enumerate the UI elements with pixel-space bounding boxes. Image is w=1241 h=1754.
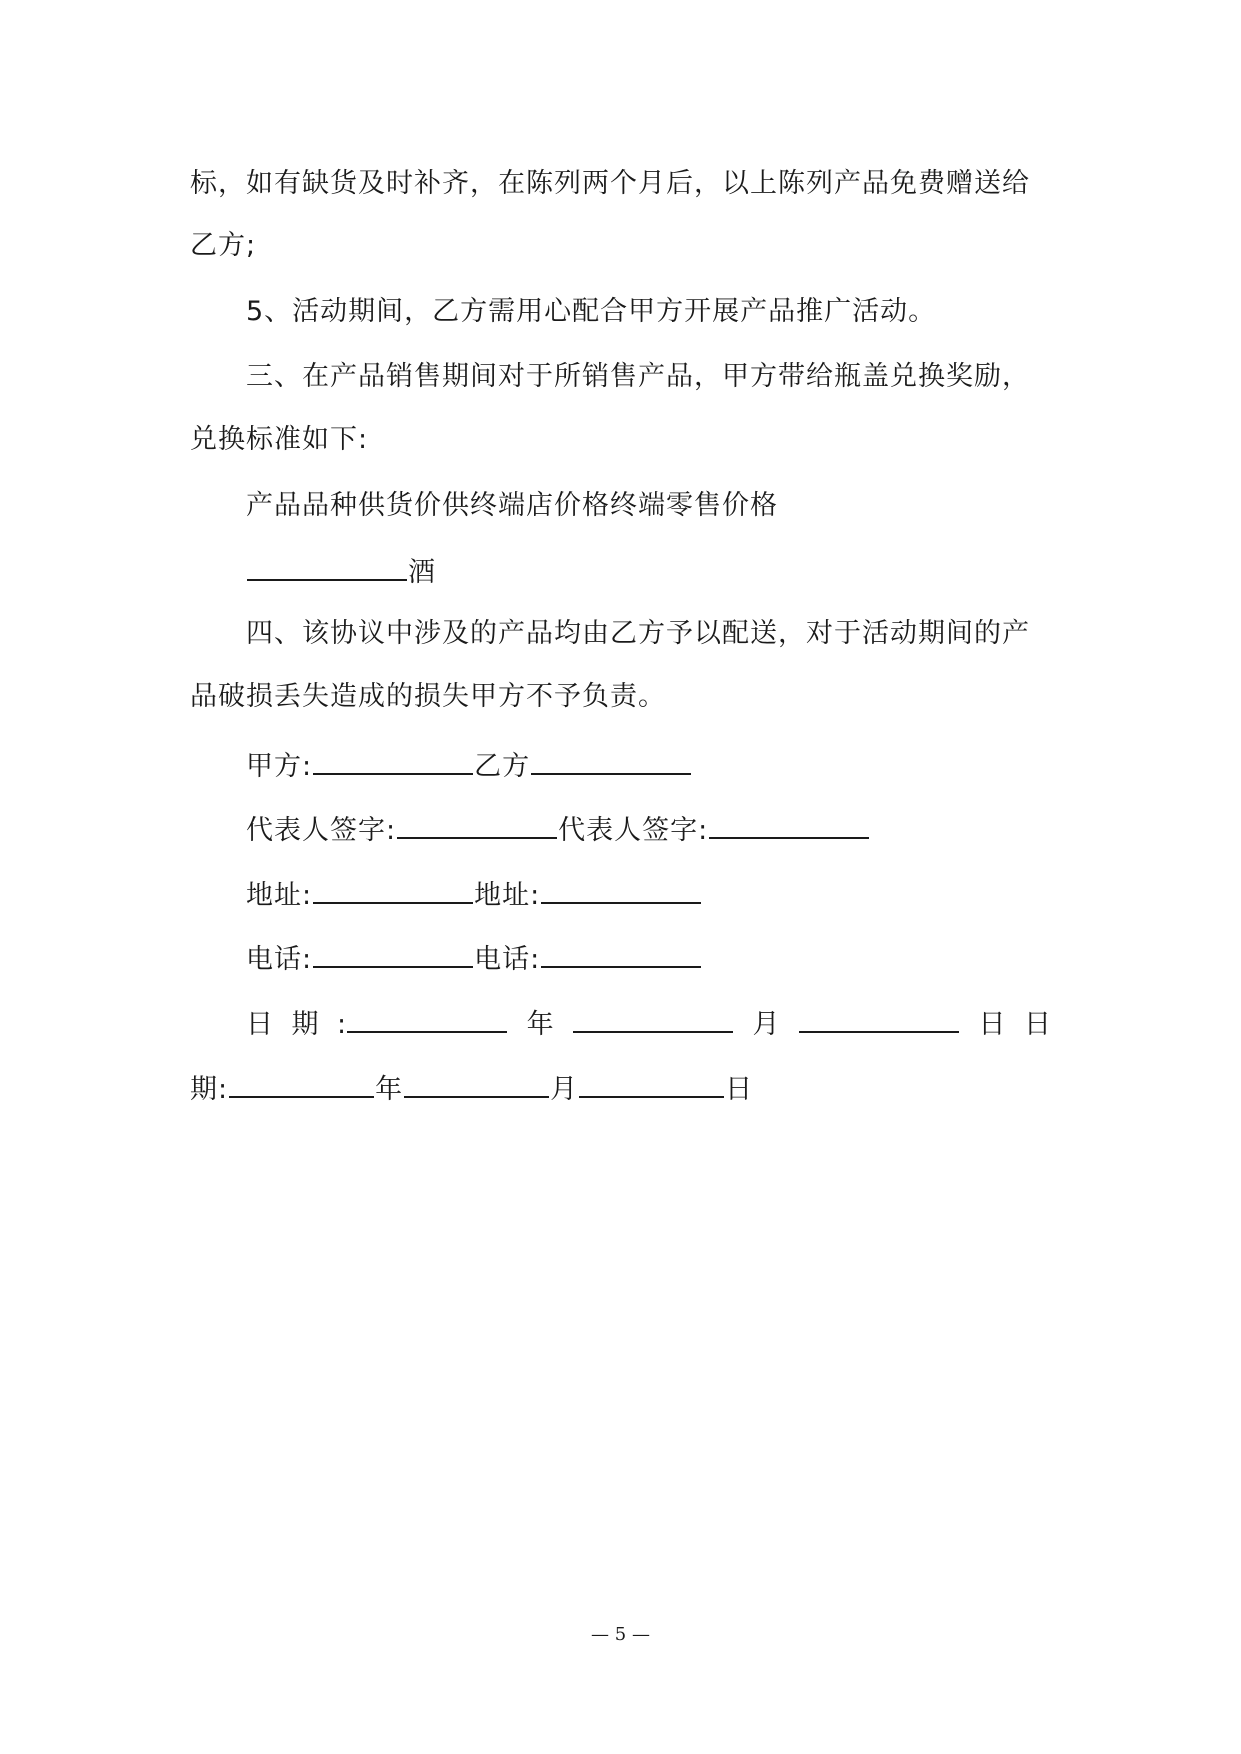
date2-day-blank[interactable]	[579, 1066, 724, 1098]
date2-month-label: 月	[550, 1074, 579, 1105]
date2-prefix: 期:	[190, 1074, 229, 1105]
paragraph-line: 兑换标准如下:	[190, 424, 369, 455]
date-colon-group: :	[337, 1001, 508, 1045]
date-day-label: 日	[978, 1009, 1006, 1040]
phone-b-label: 电话:	[474, 944, 541, 975]
phone-a-label: 电话:	[246, 944, 313, 975]
paragraph-line: 乙方;	[190, 230, 257, 261]
party-a-label: 甲方:	[246, 751, 313, 782]
address-b-blank[interactable]	[541, 872, 701, 904]
paragraph-line: 标，如有缺货及时补齐，在陈列两个月后，以上陈列产品免费赠送给	[190, 168, 1030, 199]
date2-day-label: 日	[725, 1074, 754, 1105]
product-line	[246, 549, 436, 593]
page-number: — 5 —	[591, 1624, 650, 1645]
paragraph-line: 品破损丢失造成的损失甲方不予负责。	[190, 681, 666, 712]
rep-sign-b-label: 代表人签字:	[558, 815, 709, 846]
date-line-first	[246, 1001, 1051, 1045]
address-a-label: 地址:	[246, 880, 313, 911]
product-name-blank[interactable]	[247, 549, 407, 581]
date2-year-blank[interactable]	[229, 1066, 374, 1098]
paragraph-section-3: 三、在产品销售期间对于所销售产品，甲方带给瓶盖兑换奖励，	[246, 361, 1030, 392]
paragraph-item-5: 5、活动期间，乙方需用心配合甲方开展产品推广活动。	[246, 296, 937, 327]
date-day-blank[interactable]	[799, 1001, 959, 1033]
table-header-text: 产品品种供货价供终端店价格终端零售价格	[246, 490, 778, 521]
date-ri2-label: 日	[1023, 1009, 1051, 1040]
date-month-blank[interactable]	[573, 1001, 733, 1033]
rep-sign-a-blank[interactable]	[397, 807, 557, 839]
phone-b-blank[interactable]	[541, 936, 701, 968]
paragraph-section-4: 四、该协议中涉及的产品均由乙方予以配送，对于活动期间的产	[246, 618, 1030, 649]
product-suffix: 酒	[408, 557, 436, 588]
rep-sign-line	[246, 807, 870, 851]
date-qi-label: 期	[291, 1009, 319, 1040]
date-year-label: 年	[526, 1009, 554, 1040]
address-a-blank[interactable]	[313, 872, 473, 904]
date-ri-label: 日	[246, 1009, 273, 1040]
address-line	[246, 872, 702, 916]
phone-a-blank[interactable]	[313, 936, 473, 968]
rep-sign-b-blank[interactable]	[709, 807, 869, 839]
date-year-blank[interactable]	[347, 1001, 507, 1033]
party-line	[246, 743, 692, 787]
party-a-blank[interactable]	[313, 743, 473, 775]
party-b-blank[interactable]	[531, 743, 691, 775]
date-line-second	[190, 1066, 753, 1110]
party-b-label: 乙方	[474, 751, 531, 782]
date2-year-label: 年	[375, 1074, 404, 1105]
address-b-label: 地址:	[474, 880, 541, 911]
date2-month-blank[interactable]	[404, 1066, 549, 1098]
phone-line	[246, 936, 702, 980]
rep-sign-a-label: 代表人签字:	[246, 815, 397, 846]
date-month-label: 月	[752, 1009, 780, 1040]
